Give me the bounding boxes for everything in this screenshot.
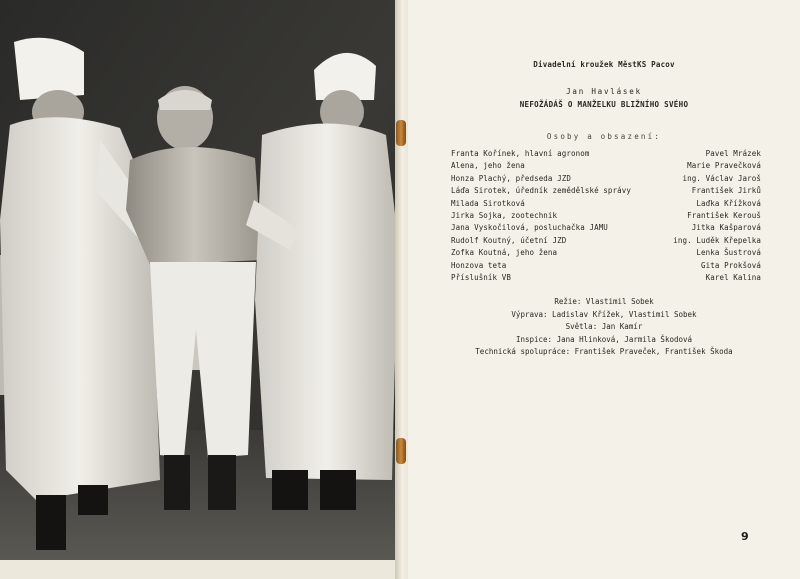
cast-actor: Marie Pravečková — [687, 161, 761, 171]
cast-actor: ing. Luděk Křepelka — [673, 235, 761, 245]
cast-role: Honzova teta — [451, 260, 507, 270]
staple-bottom — [396, 438, 406, 464]
cast-actor: Lenka Šustrová — [696, 248, 761, 258]
cast-actor: Karel Kalina — [705, 272, 761, 282]
staple-top — [396, 120, 406, 146]
cast-row — [451, 148, 761, 160]
cast-row — [451, 222, 761, 234]
cast-role: Honza Plachý, předseda JZD — [451, 173, 571, 183]
cast-role: Franta Kořínek, hlavní agronom — [451, 149, 590, 158]
cast-row — [451, 235, 761, 247]
cast-row — [451, 173, 761, 185]
cast-actor: František Jirků — [691, 186, 761, 196]
page-number: 9 — [741, 530, 749, 543]
cast-role: Jana Vyskočilová, posluchačka JAMU — [451, 223, 608, 233]
cast-role: Zofka Koutná, jeho žena — [451, 248, 558, 258]
stage-photo — [0, 0, 400, 560]
cast-row — [451, 185, 761, 197]
cast-heading: Osoby a obsazení: — [546, 132, 662, 141]
cast-row — [451, 198, 761, 210]
cast-row — [451, 272, 761, 284]
play-title: NEFOŽÁDÁŠ O MANŽELKU BLIŽNÍHO SVÉHO — [519, 100, 689, 109]
credit-line: Režie: Vlastimil Sobek — [554, 297, 654, 306]
cast-role: Rudolf Koutný, účetní JZD — [451, 235, 567, 245]
cast-role: Jirka Sojka, zootechnik — [451, 210, 558, 220]
credit-line: Inspice: Jana Hlinková, Jarmila Škodová — [515, 334, 693, 344]
credit-line: Výprava: Ladislav Křížek, Vlastimil Sobek — [511, 309, 697, 319]
theatre-group-name: Divadelní kroužek MěstKS Pacov — [533, 60, 675, 69]
cast-list — [451, 148, 761, 284]
cast-role: Příslušník VB — [451, 272, 511, 282]
right-page — [408, 0, 800, 579]
cast-actor: Jitka Kašparová — [691, 223, 761, 233]
cast-actor: Gita Prokšová — [701, 260, 761, 270]
cast-row — [451, 160, 761, 172]
credit-line: Světla: Jan Kamír — [565, 322, 643, 331]
cast-actor: Pavel Mrázek — [705, 149, 761, 158]
play-author: Jan Havlásek — [566, 87, 642, 96]
cast-actor: František Kerouš — [687, 210, 761, 220]
cast-actor: ing. Václav Jaroš — [682, 173, 761, 183]
cast-row — [451, 260, 761, 272]
cast-role: Láďa Sirotek, úředník zemědělské správy — [451, 186, 631, 196]
credit-line: Technická spolupráce: František Praveček, František Škoda — [475, 347, 733, 356]
cast-actor: Laďka Křížková — [696, 198, 761, 208]
cast-role: Alena, jeho žena — [451, 161, 525, 171]
cast-row — [451, 247, 761, 259]
cast-role: Milada Sirotková — [451, 198, 525, 208]
cast-row — [451, 210, 761, 222]
production-credits — [408, 296, 800, 359]
